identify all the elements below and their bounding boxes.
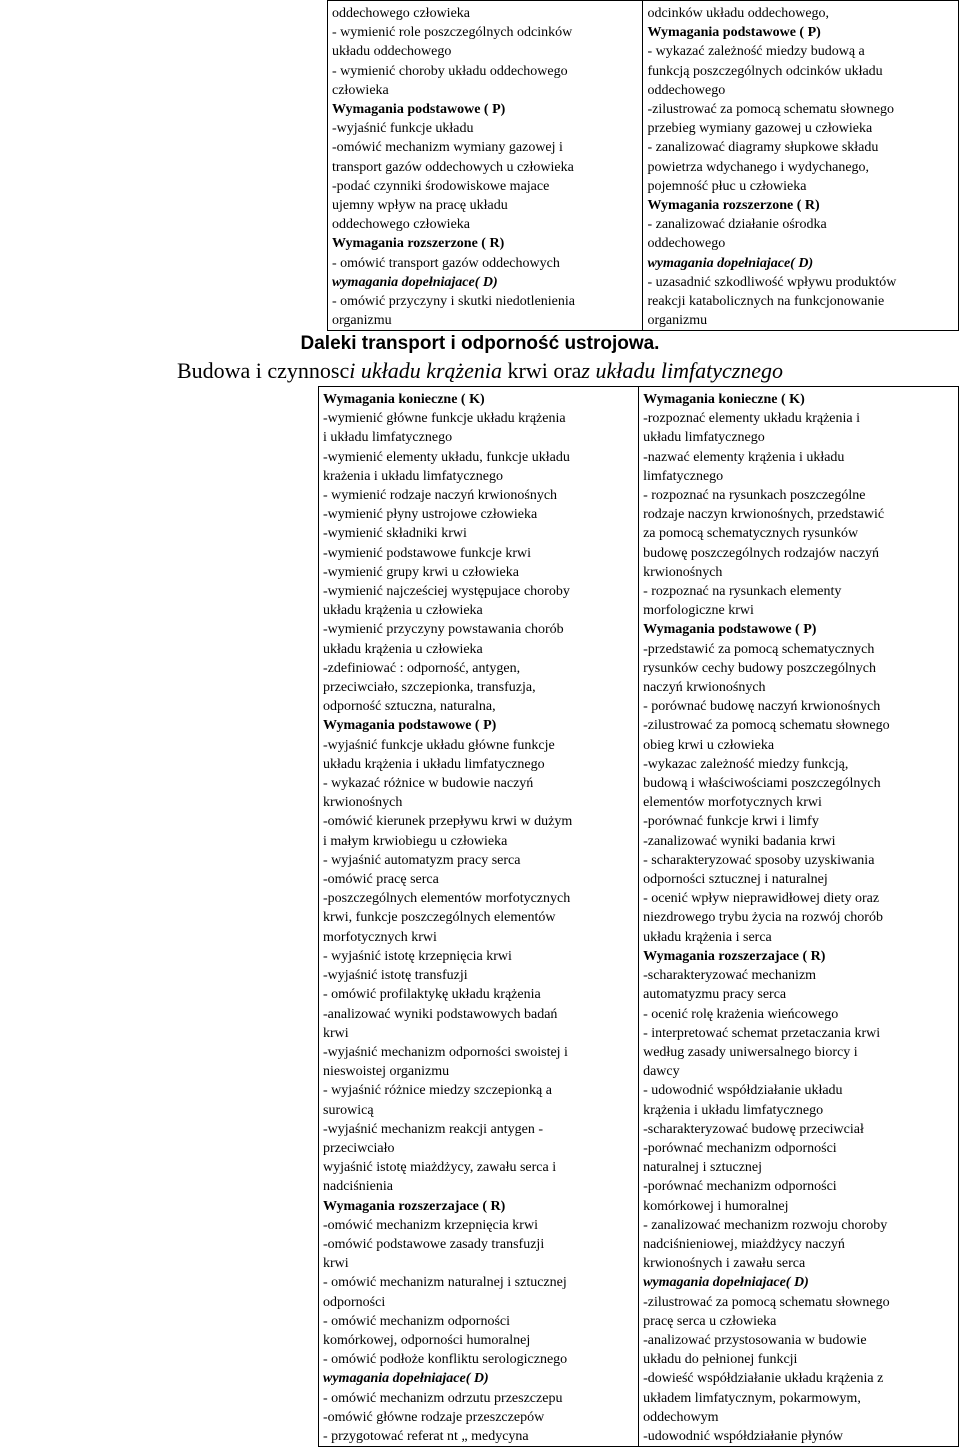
requirement-line: odporność sztuczna, naturalna, bbox=[323, 699, 496, 715]
requirement-line: układem limfatycznym, pokarmowym, bbox=[643, 1390, 861, 1406]
requirement-line: rodzaje naczyn krwionośnych, przedstawić bbox=[643, 507, 885, 523]
bottom-right-cell bbox=[639, 387, 959, 1447]
requirement-line: oddechowego człowieka bbox=[332, 217, 470, 233]
requirement-line: -wymienić płyny ustrojowe człowieka bbox=[323, 507, 538, 523]
requirement-line: -wymienić najcześciej występujace choroby bbox=[323, 584, 570, 600]
requirement-line: krążenia i układu limfatycznego bbox=[643, 1102, 824, 1118]
requirement-line: układu do pełnionej funkcji bbox=[643, 1352, 798, 1368]
requirement-line: krażenia i układu limfatycznego bbox=[323, 468, 503, 484]
requirement-line: -poszczególnych elementów morfotycznych bbox=[323, 891, 571, 907]
requirement-line: - omówić przyczyny i skutki niedotlenienia bbox=[332, 294, 575, 310]
requirement-line: wyjaśnić istotę miażdżycy, zawału serca i bbox=[323, 1160, 557, 1176]
requirement-line: - ocenić wpływ nieprawidłowej diety oraz bbox=[643, 891, 880, 907]
requirement-line: - wyjaśnić automatyzm pracy serca bbox=[323, 852, 521, 868]
requirement-line: budową i właściwościami poszczególnych bbox=[643, 776, 881, 792]
subheading-part: z układu limfatycznego bbox=[581, 358, 784, 383]
requirement-line: przebieg wymiany gazowej u człowieka bbox=[647, 121, 873, 137]
requirement-line: naczyń krwionośnych bbox=[643, 680, 766, 696]
requirement-line: układu limfatycznego bbox=[643, 430, 765, 446]
requirement-line: odporności sztucznej i naturalnej bbox=[643, 872, 828, 888]
requirement-line: - omówić mechanizm odrzutu przeszczepu bbox=[323, 1390, 563, 1406]
requirement-line: - rozpoznać na rysunkach elementy bbox=[643, 584, 842, 600]
requirement-line: krwi bbox=[323, 1256, 349, 1272]
requirements-table-bottom bbox=[318, 386, 959, 1447]
table-row bbox=[328, 1, 959, 331]
requirement-line: i układu limfatycznego bbox=[323, 430, 453, 446]
requirement-line: ujemny wpływ na pracę układu bbox=[332, 198, 508, 214]
requirement-line: układu krążenia i układu limfatycznego bbox=[323, 756, 545, 772]
requirement-line: - wymienić choroby układu oddechowego bbox=[332, 63, 568, 79]
requirement-line: -wymienić główne funkcje układu krążenia bbox=[323, 411, 566, 427]
requirement-line: układu krążenia u człowieka bbox=[323, 641, 483, 657]
requirement-line: -wymienić podstawowe funkcje krwi bbox=[323, 545, 531, 561]
requirement-line: - wyjaśnić istotę krzepnięcia krwi bbox=[323, 948, 512, 964]
requirement-line: przeciwciało bbox=[323, 1140, 395, 1156]
requirement-line: surowicą bbox=[323, 1102, 374, 1118]
requirement-line: przeciwciało, szczepionka, transfuzja, bbox=[323, 680, 536, 696]
requirement-line: budowę poszczególnych rodzajów naczyń bbox=[643, 545, 880, 561]
requirement-line: - rozpoznać na rysunkach poszczególne bbox=[643, 488, 866, 504]
requirement-line: - udowodnić współdziałanie układu bbox=[643, 1083, 843, 1099]
requirement-line: - interpretować schemat przetaczania krwi bbox=[643, 1025, 881, 1041]
requirement-line: - wymienić rodzaje naczyń krwionośnych bbox=[323, 488, 558, 504]
top-right-cell bbox=[643, 1, 959, 331]
requirement-line: pracę serca u człowieka bbox=[643, 1313, 777, 1329]
requirement-line: - wymienić role poszczególnych odcinków bbox=[332, 25, 573, 41]
requirement-line: rysunków cechy budowy poszczególnych bbox=[643, 660, 876, 676]
requirement-line: - omówić mechanizm naturalnej i sztucznej bbox=[323, 1275, 567, 1291]
requirement-line: - porównać budowę naczyń krwionośnych bbox=[643, 699, 881, 715]
requirement-line: -omówić mechanizm wymiany gazowej i bbox=[332, 140, 563, 156]
requirement-line: pojemność płuc u człowieka bbox=[647, 178, 807, 194]
requirement-line: - zanalizować działanie ośrodka bbox=[647, 217, 827, 233]
requirement-line: -wymienić grupy krwi u człowieka bbox=[323, 564, 519, 580]
text-column bbox=[643, 390, 954, 1446]
requirement-line: -zilustrować za pomocą schematu słownego bbox=[647, 102, 894, 118]
requirement-line: -analizować wyniki podstawowych badań bbox=[323, 1006, 558, 1022]
requirement-line: -wyjaśnić istotę transfuzji bbox=[323, 968, 468, 984]
requirement-line: krwionośnych i zawału serca bbox=[643, 1256, 806, 1272]
table-row bbox=[319, 387, 959, 1447]
requirement-line: -omówić podstawowe zasady transfuzji bbox=[323, 1236, 545, 1252]
requirement-line: transport gazów oddechowych u człowieka bbox=[332, 159, 574, 175]
requirement-line: - uzasadnić szkodliwość wpływu produktów bbox=[647, 274, 897, 290]
requirement-line: - wyjaśnić różnice miedzy szczepionką a bbox=[323, 1083, 552, 1099]
requirement-line: - omówić profilaktykę układu krążenia bbox=[323, 987, 541, 1003]
requirement-level-label: wymagania dopełniajace( D) bbox=[332, 274, 498, 290]
requirement-line: układu oddechowego bbox=[332, 44, 452, 60]
requirement-line: elementów morfotycznych krwi bbox=[643, 795, 822, 811]
requirement-line: - zanalizować mechanizm rozwoju choroby bbox=[643, 1217, 888, 1233]
requirement-line: -omówić pracę serca bbox=[323, 872, 439, 888]
requirement-line: nadciśnienia bbox=[323, 1179, 393, 1195]
text-column bbox=[332, 4, 638, 330]
requirement-line: -dowieść współdziałanie układu krążenia z bbox=[643, 1371, 884, 1387]
requirement-line: organizmu bbox=[332, 313, 392, 329]
requirement-level-label: wymagania dopełniajace( D) bbox=[647, 255, 814, 271]
requirement-line: - omówić podłoże konfliktu serologicznego bbox=[323, 1352, 568, 1368]
requirement-line: - przygotować referat nt „ medycyna bbox=[323, 1428, 529, 1444]
requirement-line: -wymienić przyczyny powstawania chorób bbox=[323, 622, 564, 638]
requirement-line: krwionośnych bbox=[643, 564, 723, 580]
text-column bbox=[647, 4, 954, 330]
requirement-level-label: wymagania dopełniajace( D) bbox=[323, 1371, 489, 1387]
requirement-line: komórkowej i humoralnej bbox=[643, 1198, 789, 1214]
requirement-level-label: Wymagania podstawowe ( P) bbox=[647, 25, 821, 41]
section-heading: Daleki transport i odporność ustrojowa. bbox=[300, 333, 660, 354]
requirement-line: limfatycznego bbox=[643, 468, 724, 484]
requirement-level-label: Wymagania rozszerzone ( R) bbox=[332, 236, 505, 252]
requirement-line: -wyjaśnić funkcje układu bbox=[332, 121, 474, 137]
requirement-line: reakcji katabolicznych na funkcjonowanie bbox=[647, 294, 885, 310]
requirement-level-label: Wymagania podstawowe ( P) bbox=[643, 622, 817, 638]
requirement-line: i małym krwiobiegu u człowieka bbox=[323, 833, 508, 849]
requirement-line: -wyjaśnić mechanizm reakcji antygen - bbox=[323, 1121, 544, 1137]
requirement-line: -zilustrować za pomocą schematu słownego bbox=[643, 1294, 890, 1310]
requirement-line: -wyjaśnić mechanizm odporności swoistej i bbox=[323, 1044, 568, 1060]
requirement-level-label: Wymagania konieczne ( K) bbox=[323, 392, 485, 407]
requirement-level-label: Wymagania rozszerzone ( R) bbox=[647, 198, 820, 214]
requirement-line: -podać czynniki środowiskowe majace bbox=[332, 178, 550, 194]
requirement-line: obieg krwi u człowieka bbox=[643, 737, 775, 753]
requirement-line: krwionośnych bbox=[323, 795, 403, 811]
requirement-line: -wymienić składniki krwi bbox=[323, 526, 467, 542]
requirement-line: - wykazać różnice w budowie naczyń bbox=[323, 776, 534, 792]
requirement-line: odcinków układu oddechowego, bbox=[647, 6, 830, 21]
requirement-line: automatyzmu pracy serca bbox=[643, 987, 787, 1003]
requirement-line: oddechowym bbox=[643, 1409, 719, 1425]
requirement-line: za pomocą schematycznych rysunków bbox=[643, 526, 859, 542]
requirement-line: -wyjaśnić funkcje układu główne funkcje bbox=[323, 737, 555, 753]
requirement-line: - zanalizować diagramy słupkowe składu bbox=[647, 140, 879, 156]
requirement-line: -zanalizować wyniki badania krwi bbox=[643, 833, 836, 849]
requirement-line: -wymienić elementy układu, funkcje układu bbox=[323, 449, 570, 465]
requirement-line: - wykazać zależność miedzy budową a bbox=[647, 44, 865, 60]
requirement-line: - scharakteryzować sposoby uzyskiwania bbox=[643, 852, 875, 868]
requirement-line: -rozpoznać elementy układu krążenia i bbox=[643, 411, 860, 427]
requirement-line: układu krążenia i serca bbox=[643, 929, 772, 945]
requirement-line: organizmu bbox=[647, 313, 708, 329]
requirement-line: -scharakteryzować budowę przeciwciał bbox=[643, 1121, 864, 1137]
subheading-part: krwi ora bbox=[502, 358, 582, 383]
requirement-line: -nazwać elementy krążenia i układu bbox=[643, 449, 845, 465]
requirement-line: krwi, funkcje poszczególnych elementów bbox=[323, 910, 556, 926]
requirement-line: -przedstawić za pomocą schematycznych bbox=[643, 641, 875, 657]
text-column bbox=[323, 390, 634, 1446]
requirement-line: nieswoistej organizmu bbox=[323, 1064, 450, 1080]
requirement-line: oddechowego człowieka bbox=[332, 6, 470, 21]
requirement-level-label: Wymagania rozszerzajace ( R) bbox=[323, 1198, 506, 1214]
bottom-left-cell bbox=[319, 387, 639, 1447]
subheading-part: Budowa i czynnosc bbox=[176, 358, 350, 383]
requirement-line: naturalnej i sztucznej bbox=[643, 1160, 763, 1176]
requirement-line: układu krążenia u człowieka bbox=[323, 603, 483, 619]
requirement-line: -wykazac zależność miedzy funkcją, bbox=[643, 756, 849, 772]
requirement-line: -porównać mechanizm odporności bbox=[643, 1179, 837, 1195]
requirement-level-label: Wymagania konieczne ( K) bbox=[643, 392, 805, 407]
requirement-line: -scharakteryzować mechanizm bbox=[643, 968, 817, 984]
requirement-line: - ocenić rolę krażenia wieńcowego bbox=[643, 1006, 839, 1022]
requirement-level-label: Wymagania podstawowe ( P) bbox=[332, 102, 506, 118]
requirement-line: według zasady uniwersalnego biorcy i bbox=[643, 1044, 858, 1060]
requirement-line: funkcją poszczególnych odcinków układu bbox=[647, 63, 883, 79]
requirement-line: oddechowego bbox=[647, 236, 726, 252]
requirement-line: niezdrowego trybu życia na rozwój chorób bbox=[643, 910, 883, 926]
requirement-level-label: Wymagania podstawowe ( P) bbox=[323, 718, 497, 734]
requirement-line: komórkowej, odporności humoralnej bbox=[323, 1332, 531, 1348]
requirements-table-top bbox=[327, 0, 959, 331]
requirement-line: -omówić kierunek przepływu krwi w dużym bbox=[323, 814, 573, 830]
requirement-line: człowieka bbox=[332, 82, 389, 98]
requirement-line: -analizować przystosowania w budowie bbox=[643, 1332, 867, 1348]
requirement-level-label: wymagania dopełniajace( D) bbox=[643, 1275, 809, 1291]
requirement-line: odporności bbox=[323, 1294, 386, 1310]
subheading-part: i układu krążenia bbox=[349, 358, 502, 383]
requirement-line: nadciśnieniowej, miażdżycy naczyń bbox=[643, 1236, 845, 1252]
requirement-line: -porównać mechanizm odporności bbox=[643, 1140, 837, 1156]
requirement-line: -porównać funkcje krwi i limfy bbox=[643, 814, 819, 830]
requirement-line: -zdefiniować : odporność, antygen, bbox=[323, 660, 521, 676]
requirement-line: krwi bbox=[323, 1025, 349, 1041]
requirement-line: powietrza wdychanego i wydychanego, bbox=[647, 159, 870, 175]
top-left-cell bbox=[328, 1, 643, 331]
requirement-line: -zilustrować za pomocą schematu słownego bbox=[643, 718, 890, 734]
section-subheading bbox=[0, 357, 960, 385]
requirement-line: dawcy bbox=[643, 1064, 680, 1080]
requirement-line: - omówić mechanizm odporności bbox=[323, 1313, 511, 1329]
requirement-line: - omówić transport gazów oddechowych bbox=[332, 255, 560, 271]
requirement-level-label: Wymagania rozszerzajace ( R) bbox=[643, 948, 826, 964]
requirement-line: morfotycznych krwi bbox=[323, 929, 437, 945]
requirement-line: morfologiczne krwi bbox=[643, 603, 754, 619]
requirement-line: -omówić mechanizm krzepnięcia krwi bbox=[323, 1217, 538, 1233]
requirement-line: -omówić główne rodzaje przeszczepów bbox=[323, 1409, 545, 1425]
requirement-line: -udowodnić współdziałanie płynów bbox=[643, 1428, 843, 1444]
requirement-line: oddechowego bbox=[647, 82, 726, 98]
